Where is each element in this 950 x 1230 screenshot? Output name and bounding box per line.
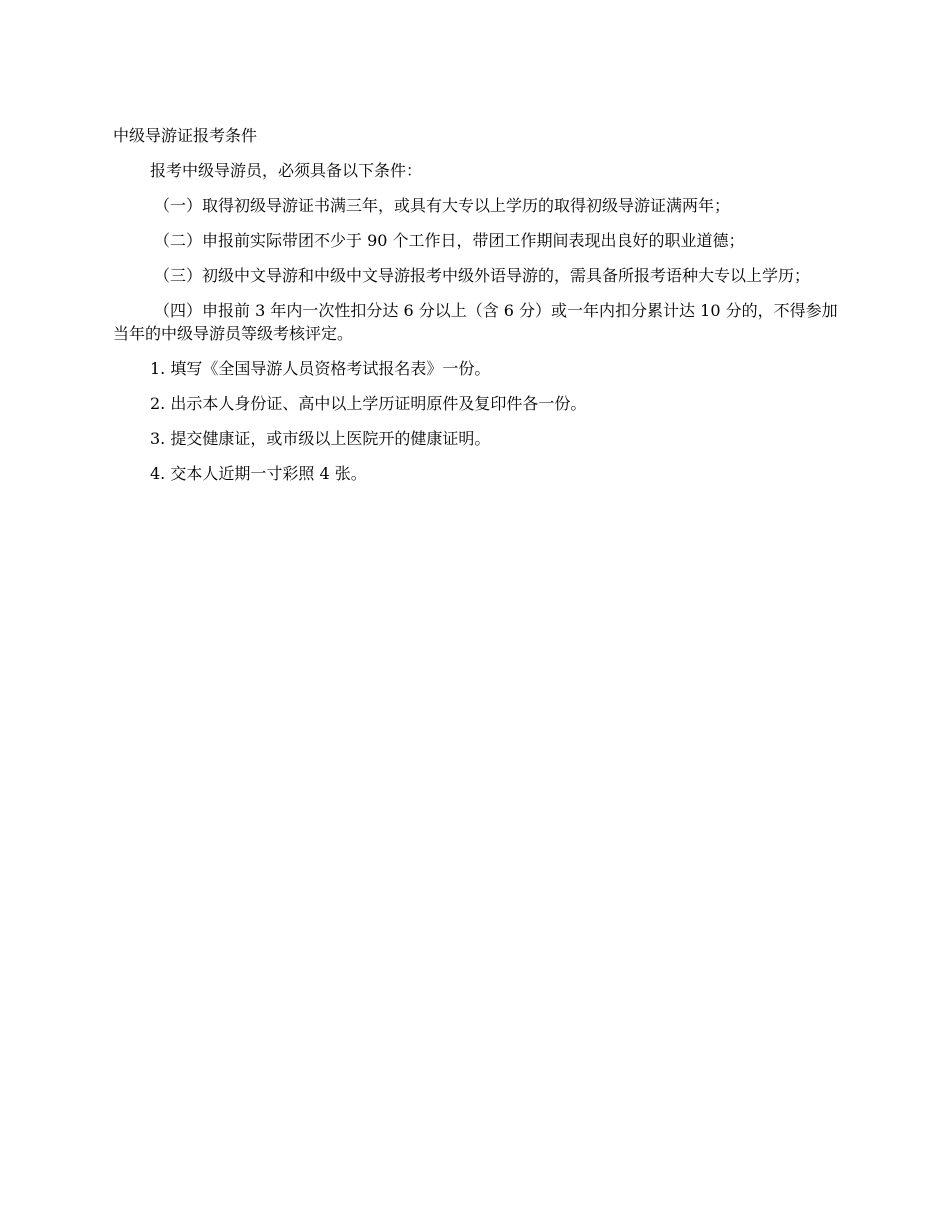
condition-2: （二）申报前实际带团不少于 90 个工作日，带团工作期间表现出良好的职业道德； [154,231,745,250]
condition-1: （一）取得初级导游证书满三年，或具有大专以上学历的取得初级导游证满两年； [154,196,731,215]
requirement-3: 3. 提交健康证，或市级以上医院开的健康证明。 [150,429,491,448]
condition-4: （四）申报前 3 年内一次性扣分达 6 分以上（含 6 分）或一年内扣分累计达 10 分的，不得参加当年的中级导游员等级考核评定。 [113,301,838,343]
document-page [113,124,843,497]
intro-paragraph: 报考中级导游员，必须具备以下条件： [150,161,423,180]
condition-3: （三）初级中文导游和中级中文导游报考中级外语导游的，需具备所报考语种大专以上学历； [154,266,811,285]
requirement-4: 4. 交本人近期一寸彩照 4 张。 [150,464,367,483]
requirement-2: 2. 出示本人身份证、高中以上学历证明原件及复印件各一份。 [150,394,587,413]
requirement-1: 1. 填写《全国导游人员资格考试报名表》一份。 [150,359,491,378]
document-title: 中级导游证报考条件 [113,126,258,145]
